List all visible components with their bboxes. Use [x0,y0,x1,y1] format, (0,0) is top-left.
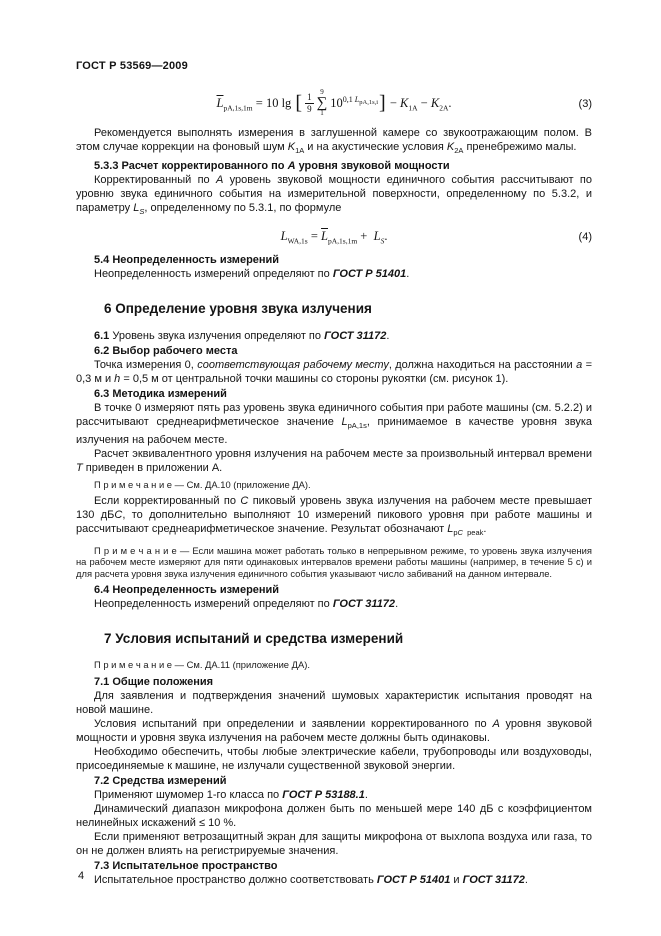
paragraph-7-2-a: Применяют шумомер 1-го класса по ГОСТ Р 53188.1. [94,788,368,801]
section-7-title: 7 Условия испытаний и средства измерений [104,631,404,647]
section-6-title: 6 Определение уровня звука излучения [104,300,372,316]
heading-5-4: 5.4 Неопределенность измерений [94,253,280,266]
note-da-10: П р и м е ч а н и е — См. ДА.10 (приложение ДА). [94,478,311,490]
heading-7-1: 7.1 Общие положения [94,675,214,688]
formula-body: $L_{WA,1s} = \overline{L}_{pA,1s,1m} + L_S$. [280,228,388,246]
heading-6-3: 6.3 Методика измерений [94,387,227,400]
note-continuous-mode: П р и м е ч а н и е — Если машина может работать только в непрерывном режиме, то уровень звука излучения на рабочем месте измеряют для пяти одинаковых интервалов времени работы машины (например, в течение 5 с) и для расчета уровня звука излучения единичного события указывают число забиваний на данном интервале. [76,544,592,579]
document-body [76,80,592,887]
formula-4 [76,230,592,245]
document-standard-number: ГОСТ Р 53569—2009 [76,60,188,72]
paragraph-6-3-a: В точке 0 измеряют пять раз уровень звука единичного события при работе машины (см. 5.2.2) и рассчитывают среднеарифметическое значение $L_{pA,1s}$, принимаемое в качестве уровня звука излучения на рабочем месте. [76,401,592,446]
paragraph-6-3-b: Расчет эквивалентного уровня излучения на рабочем месте за произвольный интервал времени Т приведен в приложении А. [76,447,592,474]
paragraph-6-3-c: Если корректированный по С пиковый уровень звука излучения на рабочем месте превышает 130 дБС, то дополнительно выполняют 10 измерений пикового уровня при работе машины и рассчитывают среднеарифметическое значение. Результат обозначают $L_{pC peak}$. [76,495,593,538]
paragraph-7-3: Испытательное пространство должно соответствовать ГОСТ Р 51401 и ГОСТ 31172. [94,873,528,886]
paragraph-5-4: Неопределенность измерений определяют по ГОСТ Р 51401. [94,267,410,280]
paragraph-7-2-c: Если применяют ветрозащитный экран для защиты микрофона от выхлопа воздуха или газа, то он не должен влиять на регистрируемые значения. [76,830,592,857]
paragraph-7-1-a: Для заявления и подтверждения значений шумовых характеристик испытания проводят на новой машине. [76,689,592,716]
note-da-11: П р и м е ч а н и е — См. ДА.11 (приложение ДА). [94,659,310,671]
formula-number: (3) [578,98,592,111]
heading-7-2: 7.2 Средства измерений [94,774,227,787]
paragraph-6-4: Неопределенность измерений определяют по ГОСТ 31172. [94,598,399,611]
formula-3 [76,90,592,118]
paragraph-anechoic: Рекомендуется выполнять измерения в заглушенной камере со звукоотражающим полом. В этом случае коррекции на фоновый шум $K_{1A}$ и на акустические условия $K_{2A}$ пренебрежимо малы. [76,127,592,156]
heading-6-4: 6.4 Неопределенность измерений [94,584,280,597]
paragraph-5-3-3: Корректированный по А уровень звуковой мощности единичного события рассчитывают по уровню звука единичного события на измерительной поверхности, определенному по 5.3.2, и параметру $L_S$, определенному по 5.3.1, по формуле [76,174,592,217]
paragraph-6-1: 6.1 Уровень звука излучения определяют по ГОСТ 31172. [94,329,390,342]
heading-7-3: 7.3 Испытательное пространство [94,859,278,872]
paragraph-7-1-b: Условия испытаний при определении и заявлении корректированного по А уровня звуковой мощности и уровня звука излучения на рабочем месте должны быть одинаковы. [76,717,593,744]
formula-number: (4) [578,231,592,244]
page-number: 4 [78,870,85,882]
heading-6-2: 6.2 Выбор рабочего места [94,344,238,357]
paragraph-7-2-b: Динамический диапазон микрофона должен быть по меньшей мере 140 дБ с коэффициентом нелинейных искажений ≤ 10 %. [76,802,592,829]
heading-5-3-3: 5.3.3 Расчет корректированного по А уровня звуковой мощности [94,160,450,173]
paragraph-6-2: Точка измерения 0, соответствующая рабочему месту, должна находиться на расстоянии a = 0,3 м и h = 0,5 м от центральной точки машины со стороны рукоятки (см. рисунок 1). [76,358,592,385]
paragraph-7-1-c: Необходимо обеспечить, чтобы любые электрические кабели, трубопроводы или воздуховоды, присоединяемые к машине, не излучали существенной звуковой энергии. [76,745,592,772]
formula-body: $\overline{L}_{pA,1s,1m} = 10$ lg [ $\frac{1}{9}$ 9 ∑ 1 $10^{0,1 L_{pA,1s,i}}] - K_{1A} - K_{2A}$. [216,88,452,118]
